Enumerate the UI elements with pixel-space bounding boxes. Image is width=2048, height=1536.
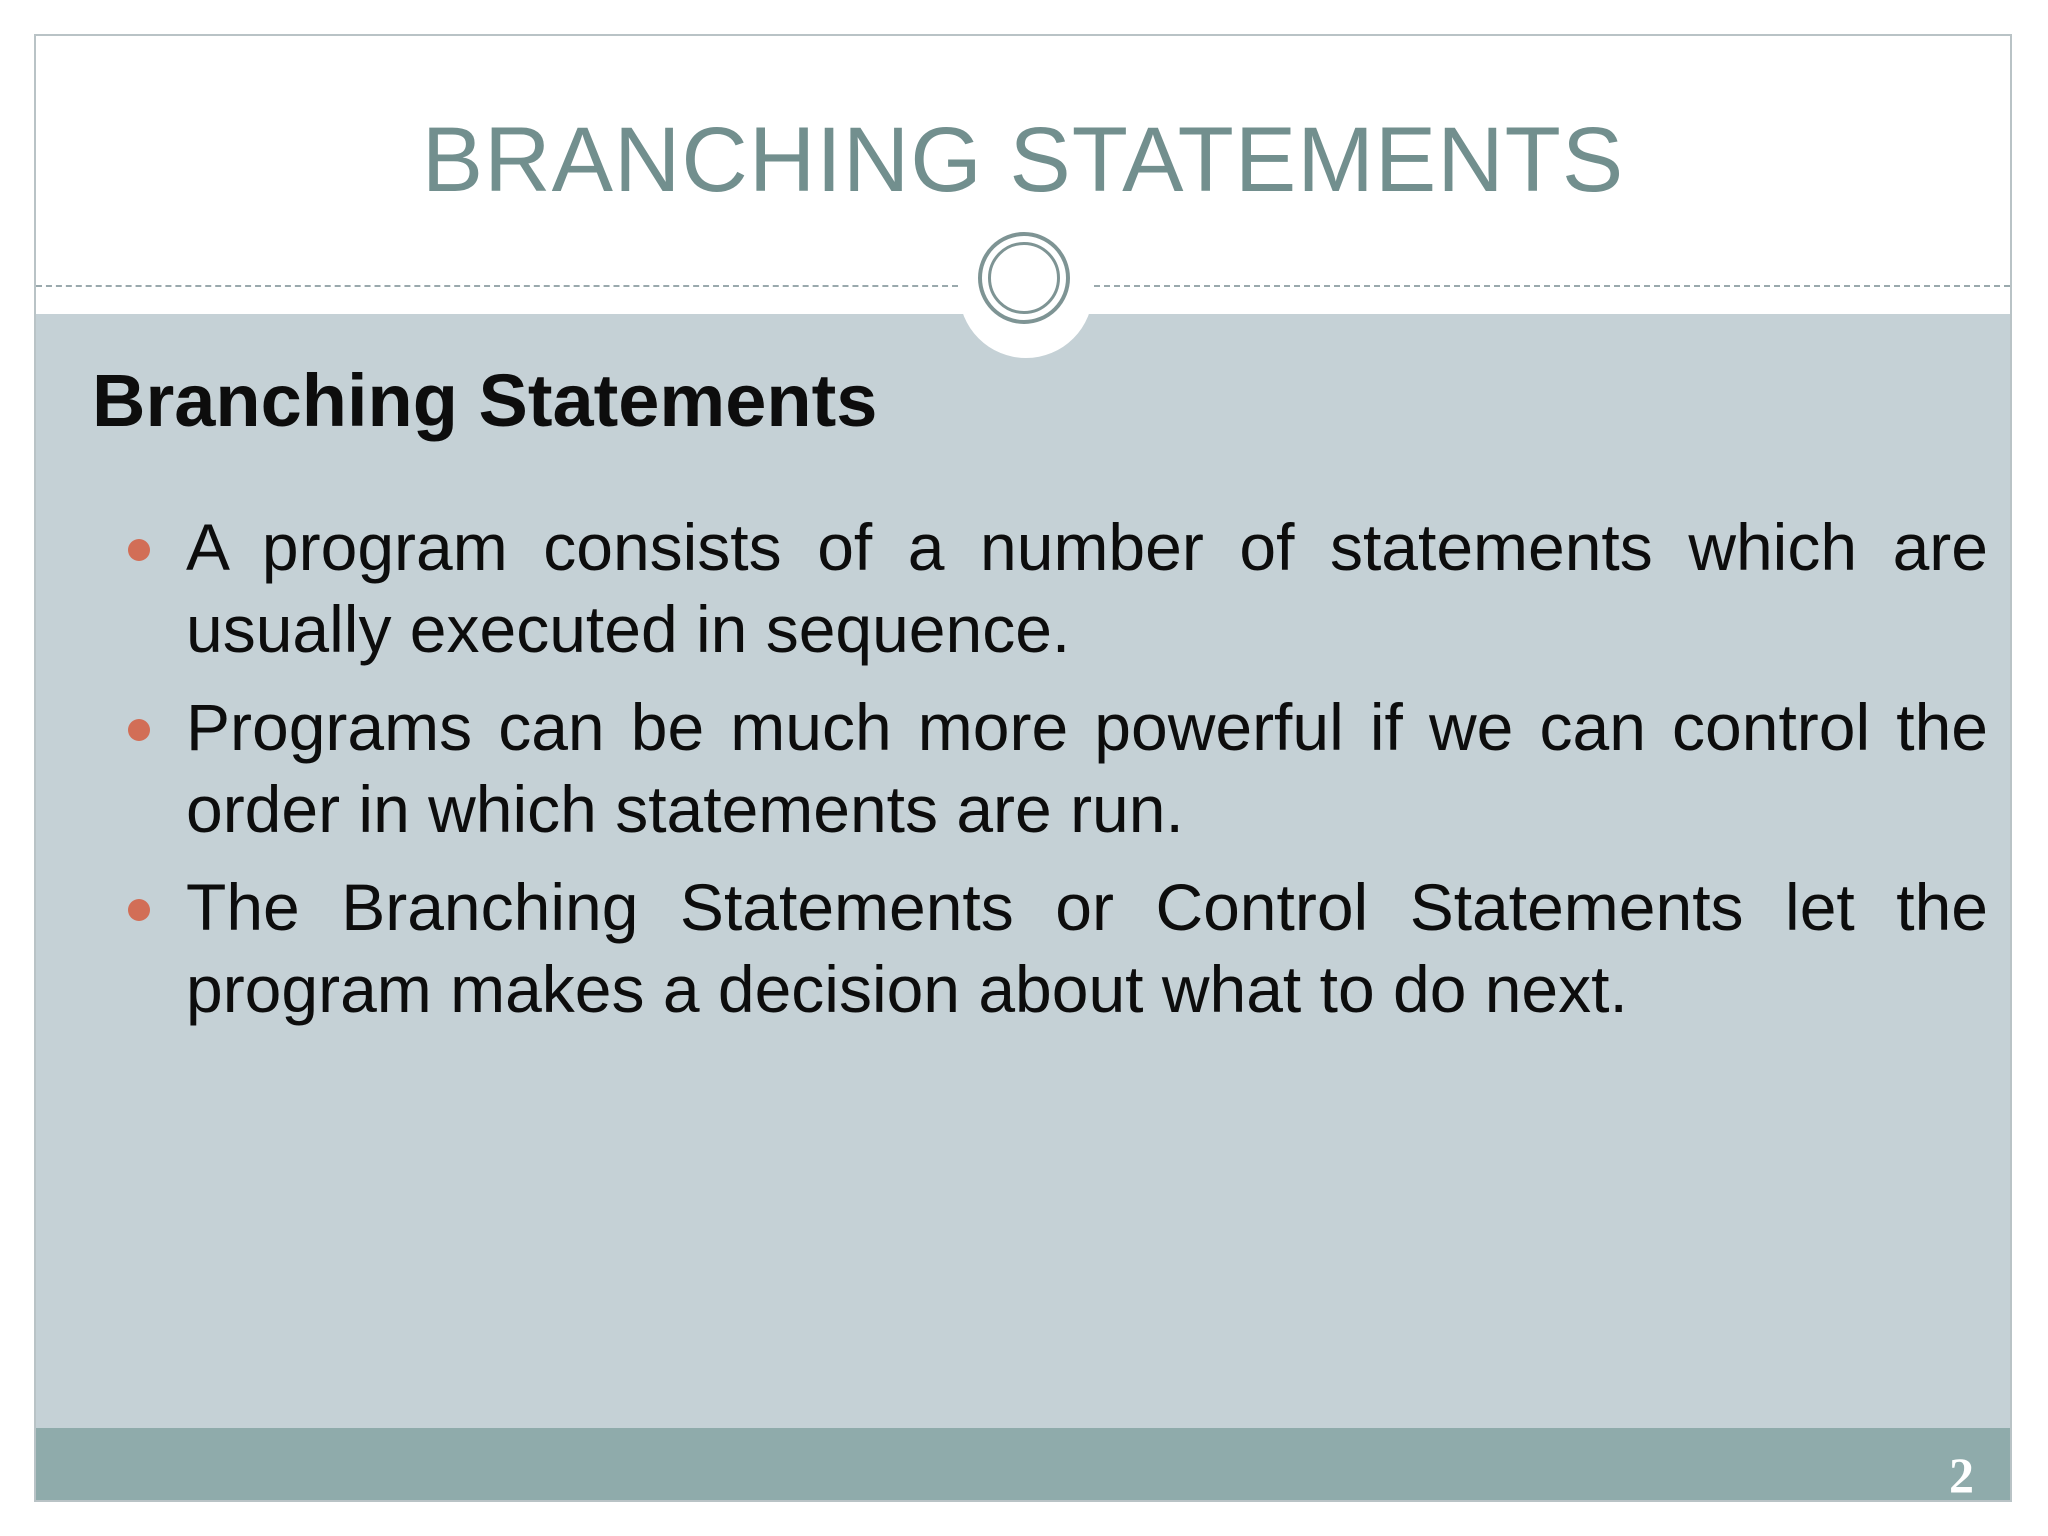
bullet-text: The Branching Statements or Control Statements let the program makes a decision about what to do next. — [186, 870, 1988, 1026]
bullet-text: Programs can be much more powerful if we can control the order in which statements are run. — [186, 690, 1988, 846]
slide — [34, 34, 2012, 1502]
bullet-item — [92, 686, 1988, 850]
bullet-item — [92, 506, 1988, 670]
title-divider-left — [36, 285, 958, 287]
bullet-dot-icon — [128, 539, 150, 561]
footer-bar — [36, 1428, 2010, 1500]
content-heading: Branching Statements — [92, 359, 878, 442]
circle-ornament-inner-ring — [988, 242, 1060, 314]
bullet-dot-icon — [128, 899, 150, 921]
slide-title: BRANCHING STATEMENTS — [421, 109, 1625, 211]
bullet-text: A program consists of a number of statements which are usually executed in sequence. — [186, 510, 1988, 666]
slide-number: 2 — [1949, 1447, 1974, 1502]
bullet-list — [92, 506, 1988, 1046]
title-divider-right — [1094, 285, 2010, 287]
circle-ornament-icon — [978, 232, 1070, 324]
bullet-dot-icon — [128, 719, 150, 741]
bullet-item — [92, 866, 1988, 1030]
